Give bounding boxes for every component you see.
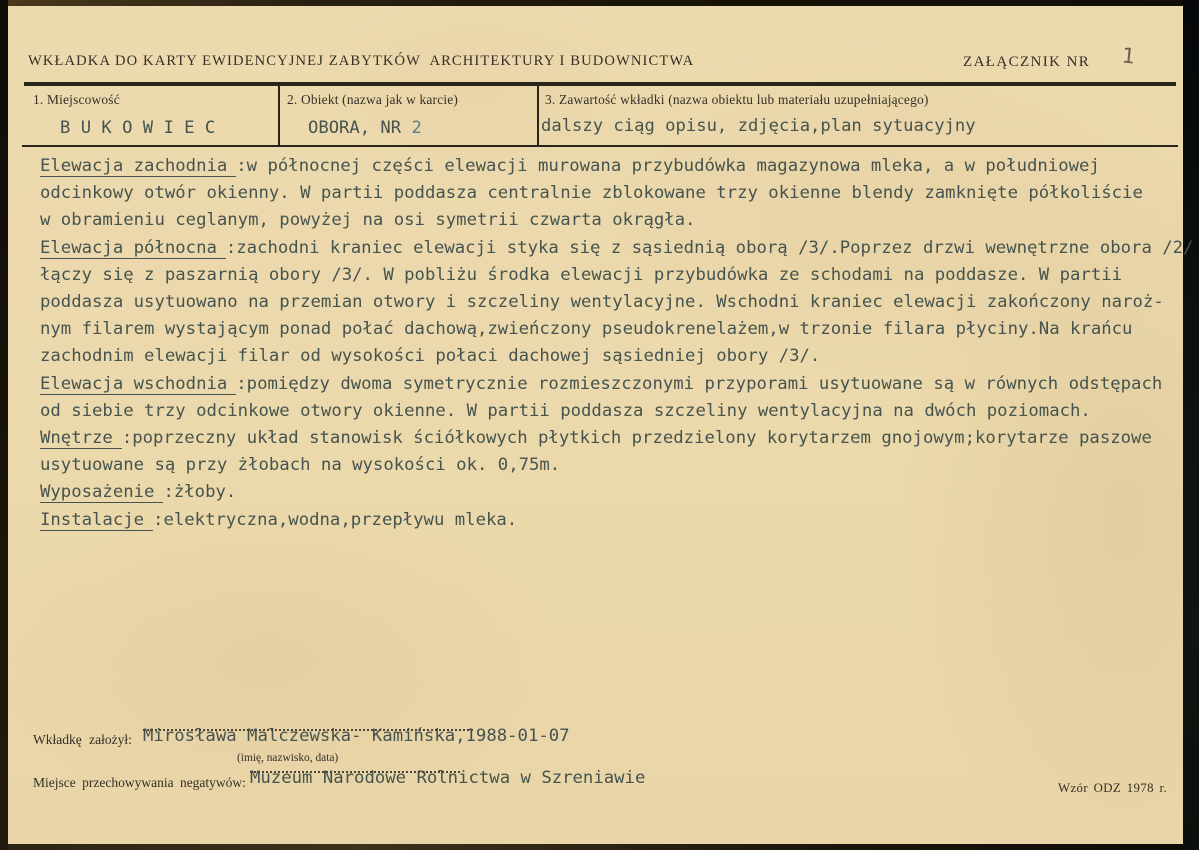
section-heading: Wnętrze	[40, 428, 122, 449]
scan-edge-left	[0, 0, 8, 850]
description-line	[40, 235, 1194, 262]
section-text: :w północnej części elewacji murowana przybudówka magazynowa mleka, a w południowej	[236, 156, 1100, 176]
description-line: zachodnim elewacji filar od wysokości połaci dachowej sąsiedniej obory /3/.	[40, 346, 821, 367]
description-line: odcinkowy otwór okienny. W partii poddasza centralnie zblokowane trzy okienne blendy zamknięte półkoliście	[40, 183, 1143, 204]
attachment-number-handwritten: 1	[1120, 43, 1137, 69]
section-text: :pomiędzy dwoma symetrycznie rozmieszczonymi przyporami usytuowane są w równych odstępach	[236, 373, 1163, 394]
field-label-zawartosc: 3. Zawartość wkładki (nazwa obiektu lub materiału uzupełniającego)	[545, 92, 929, 107]
scan-edge-right	[1183, 0, 1199, 850]
section-text: :żłoby.	[163, 482, 237, 503]
section-heading: Elewacja wschodnia	[40, 374, 236, 395]
field-label-miejscowosc: 1. Miejscowość	[33, 92, 120, 107]
obiekt-number: 2	[411, 118, 422, 138]
description-line	[40, 425, 1185, 452]
obiekt-text: OBORA, NR	[308, 118, 412, 138]
field-value-miejscowosc: B U K O W I E C	[60, 118, 216, 138]
section-heading: Wyposażenie	[40, 482, 163, 503]
section-heading: Elewacja zachodnia	[40, 156, 236, 177]
section-heading: Elewacja północna	[40, 238, 226, 259]
description-line: od siebie trzy odcinkowe otwory okienne. W partii poddasza szczeliny wentylacyjna na dwóch poziomach.	[40, 400, 1091, 421]
negatives-value: Muzeum Narodowe Rolnictwa w Szreniawie	[250, 768, 646, 788]
founder-caption: (imię, nazwisko, data)	[237, 752, 339, 764]
description-line	[40, 479, 1185, 506]
founder-dotted-line	[143, 729, 473, 731]
field-value-obiekt	[308, 118, 422, 138]
description-line	[40, 507, 1185, 534]
scan-edge-bottom	[0, 844, 1199, 850]
description-line: łączy się z paszarnią obory /3/. W pobliżu środka elewacji przybudówka ze schodami na poddasze. W partii	[40, 264, 1123, 285]
section-text: :elektryczna,wodna,przepływu mleka.	[153, 509, 518, 530]
section-heading: Instalacje	[40, 510, 153, 531]
attachment-label: ZAŁĄCZNIK NR	[963, 54, 1091, 70]
table-bottom-rule	[22, 145, 1178, 147]
section-text: :poprzeczny układ stanowisk ściółkowych płytkich przedzielony korytarzem gnojowym;korytarze paszowe	[121, 428, 1152, 449]
description-line: poddasza usytuowano na przemian otwory i szczeliny wentylacyjne. Wschodni kraniec elewacji zakończony naroż-	[40, 292, 1164, 313]
section-text: :zachodni kraniec elewacji styka się z sąsiednią oborą /3/.Poprzez drzwi wewnętrzne obora /2/	[225, 237, 1194, 258]
founder-label: Wkładkę założył:	[33, 732, 132, 747]
description-line	[40, 153, 1185, 180]
description-line: nym filarem wystającym ponad połać dachową,zwieńczony pseudokrenelażem,w trzonie filara płyciny.Na krańcu	[40, 319, 1133, 340]
table-divider-1	[278, 86, 280, 145]
negatives-label: Miejsce przechowywania negatywów:	[33, 775, 246, 790]
description-line: usytuowane są przy żłobach na wysokości ok. 0,75m.	[40, 455, 561, 476]
description-body	[40, 153, 1194, 534]
description-line: w obramieniu ceglanym, powyżej na osi symetrii czwarta okrągła.	[40, 210, 696, 231]
table-divider-2	[537, 86, 539, 145]
field-value-zawartosc: dalszy ciąg opisu, zdjęcia,plan sytuacyjny	[541, 116, 976, 136]
description-line	[40, 371, 1185, 398]
form-title: WKŁADKA DO KARTY EWIDENCYJNEJ ZABYTKÓW ARCHITEKTURY I BUDOWNICTWA	[28, 53, 695, 69]
header-rule-thick	[24, 82, 1176, 86]
field-label-obiekt: 2. Obiekt (nazwa jak w karcie)	[287, 92, 459, 107]
negatives-dotted-line	[250, 771, 460, 773]
founder-value: Mirosława Malczewska- Kamińska,1988-01-07	[143, 726, 570, 746]
form-code: Wzór ODZ 1978 r.	[1058, 781, 1168, 795]
paper-sheet	[8, 6, 1194, 844]
